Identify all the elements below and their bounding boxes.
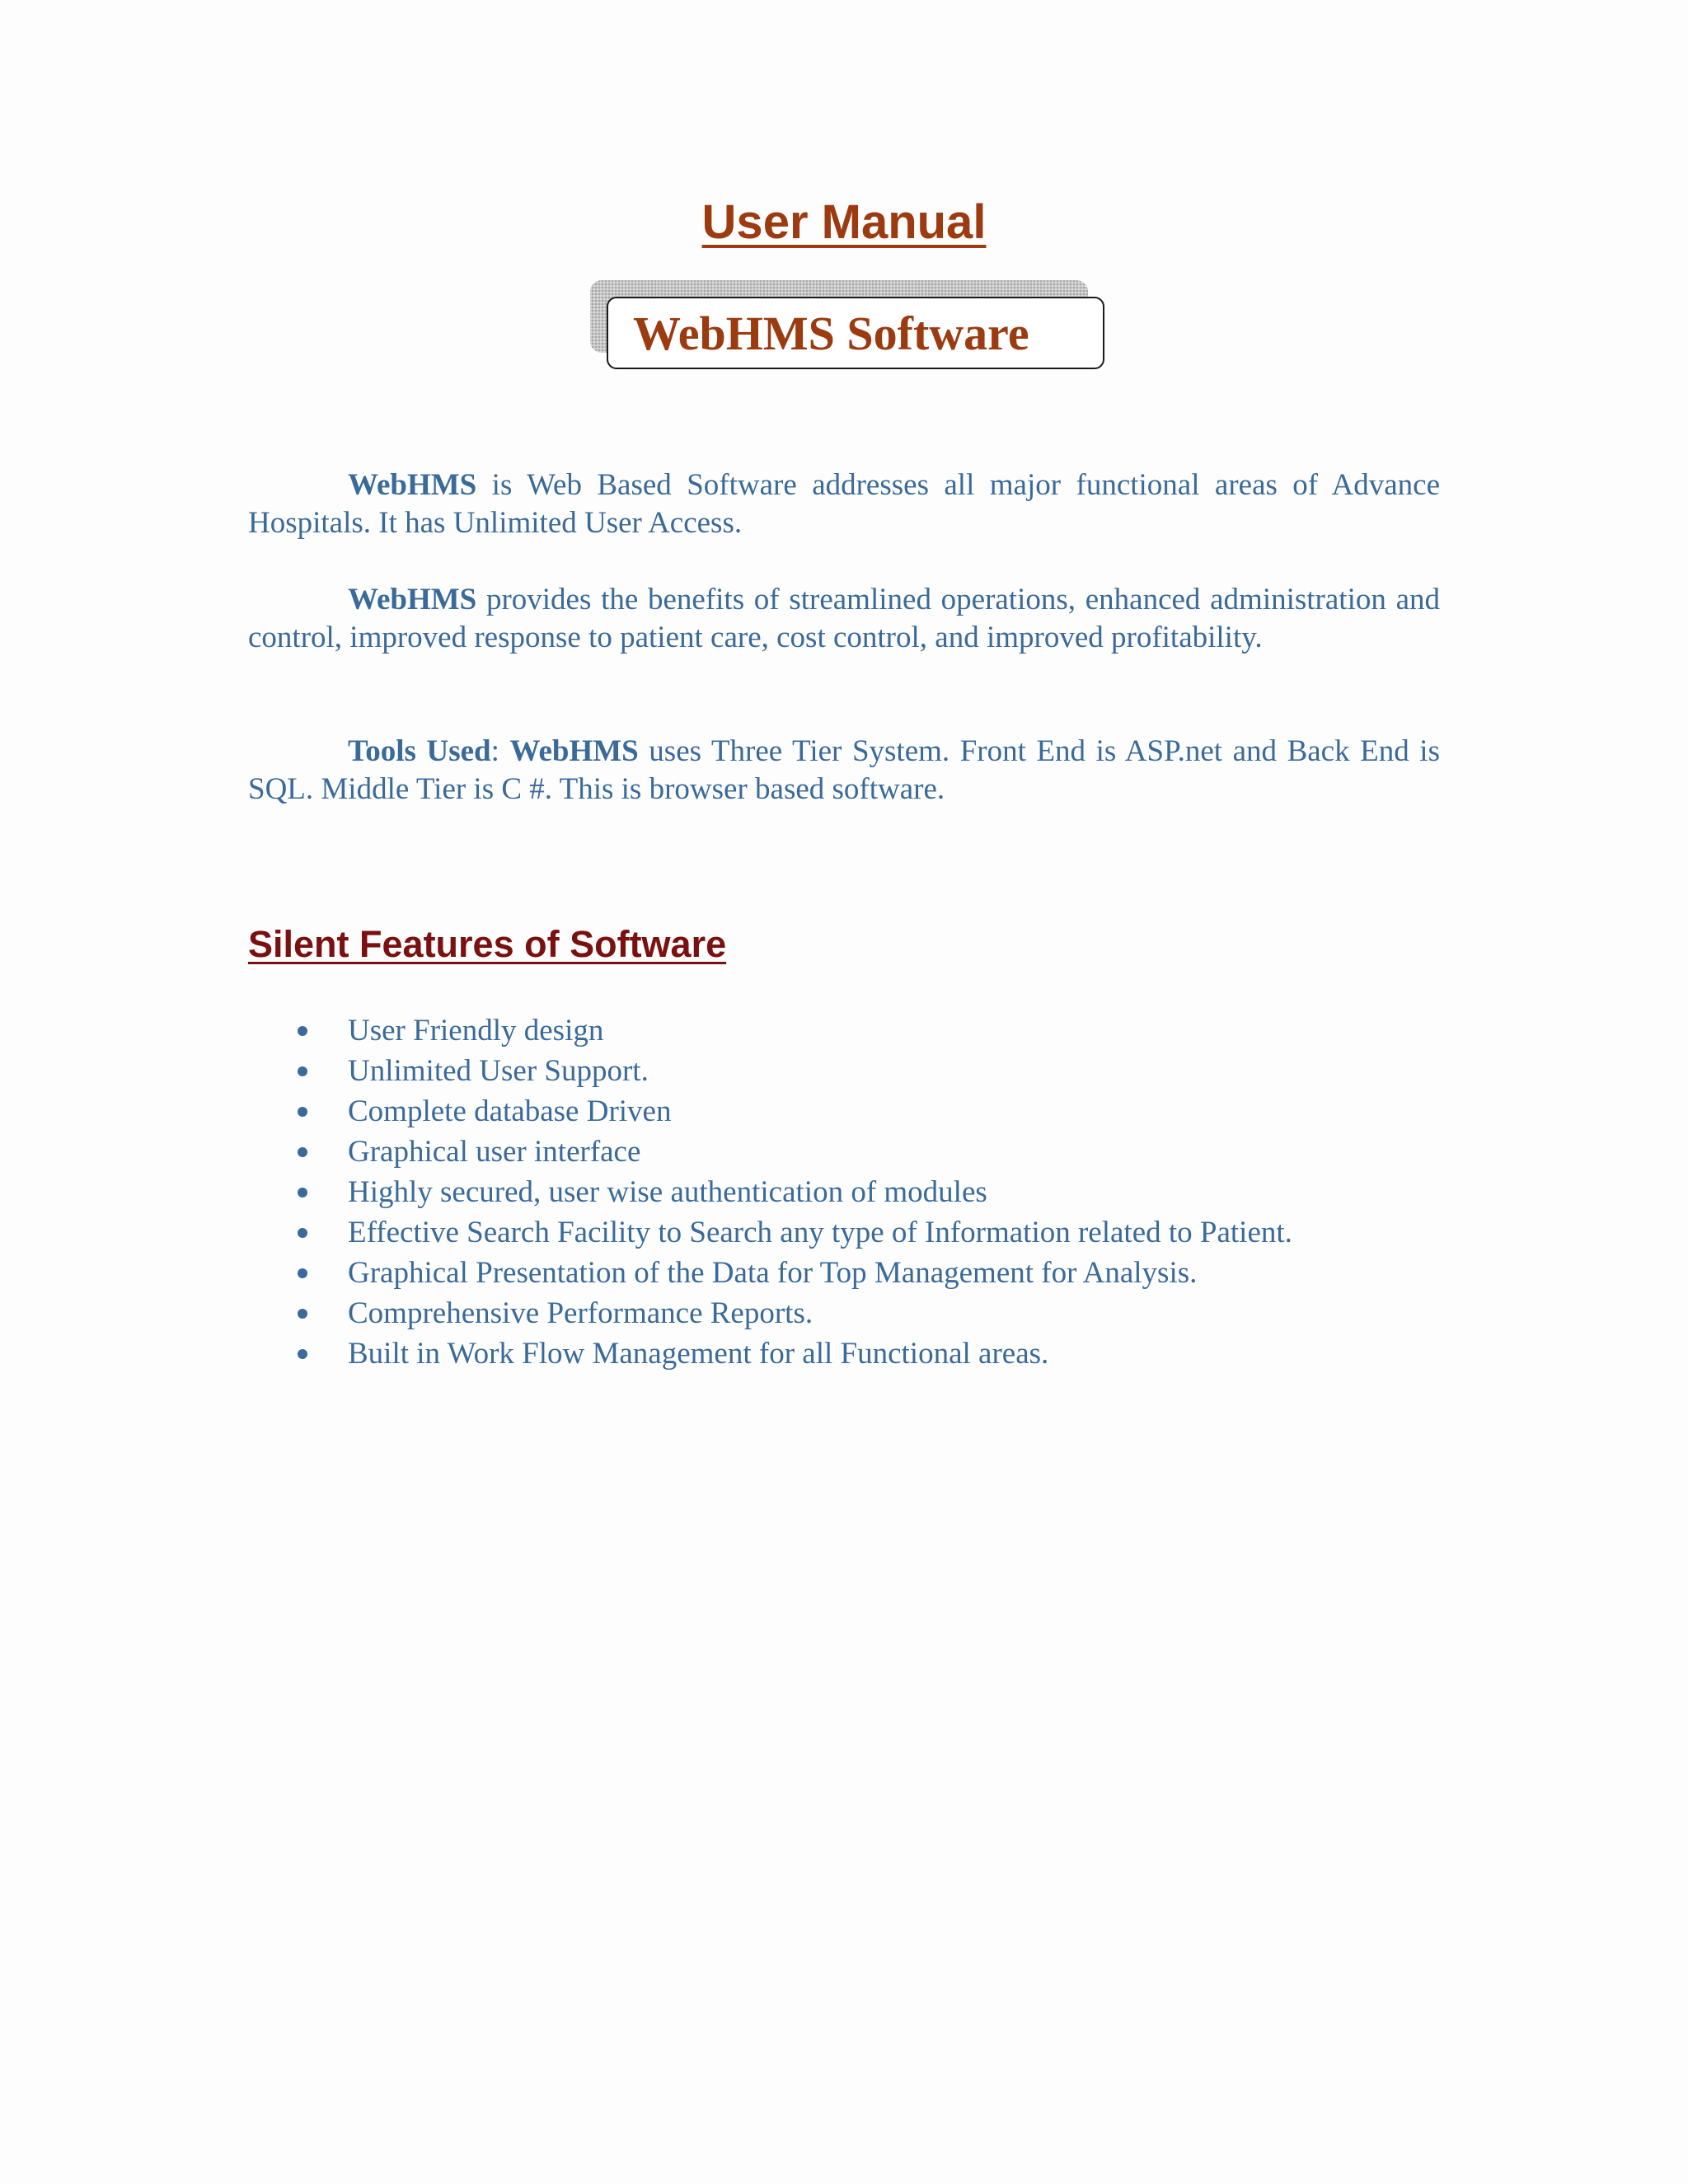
list-item [248,1253,1292,1293]
intro-paragraph-2-lead: WebHMS [348,583,477,616]
list-item-text: User Friendly design [348,1014,604,1047]
bullet-icon [298,1268,307,1278]
list-item [248,1293,1292,1333]
product-title-box [607,297,1104,369]
list-item-text: Highly secured, user wise authentication of modules [348,1175,987,1209]
tools-used-text: uses Three Tier System. Front End is ASP.net and Back End is SQL. Middle Tier is C #. This is browser based software. [248,734,1440,806]
list-item [248,1333,1292,1374]
tools-used-separator: : [490,734,510,768]
bullet-icon [298,1066,307,1076]
list-item [248,1172,1292,1212]
list-item-text: Comprehensive Performance Reports. [348,1296,814,1330]
features-heading: Silent Features of Software [248,923,727,965]
list-item-text: Built in Work Flow Management for all Functional areas. [348,1337,1049,1371]
list-item-text: Unlimited User Support. [348,1054,649,1088]
intro-paragraph-1 [248,466,1440,542]
list-item [248,1212,1292,1253]
list-item-text: Complete database Driven [348,1094,672,1128]
bullet-icon [298,1309,307,1319]
list-item [248,1132,1292,1172]
list-item-text: Graphical Presentation of the Data for Top Management for Analysis. [348,1256,1198,1290]
page-title: User Manual [701,195,987,249]
bullet-icon [298,1228,307,1238]
tools-used-product: WebHMS [509,734,639,768]
intro-paragraph-1-lead: WebHMS [348,468,477,502]
bullet-icon [298,1026,307,1036]
intro-paragraph-2 [248,581,1440,657]
bullet-icon [298,1349,307,1359]
list-item-text: Graphical user interface [348,1135,641,1169]
bullet-icon [298,1107,307,1117]
intro-paragraph-1-text: is Web Based Software addresses all major functional areas of Advance Hospitals. It has Unlimited User Access. [248,468,1440,540]
list-item [248,1051,1292,1091]
tools-used-paragraph [248,733,1440,808]
tools-used-label: Tools Used [348,734,491,768]
bullet-icon [298,1147,307,1157]
product-title: WebHMS Software [633,307,1029,360]
intro-paragraph-2-text: provides the benefits of streamlined operations, enhanced administration and control, improved response to patient care, cost control, and improved profitability. [248,583,1440,654]
list-item-text: Effective Search Facility to Search any type of Information related to Patient. [348,1216,1292,1249]
list-item [248,1091,1292,1132]
bullet-icon [298,1188,307,1197]
features-list [248,1010,1292,1374]
list-item [248,1010,1292,1051]
